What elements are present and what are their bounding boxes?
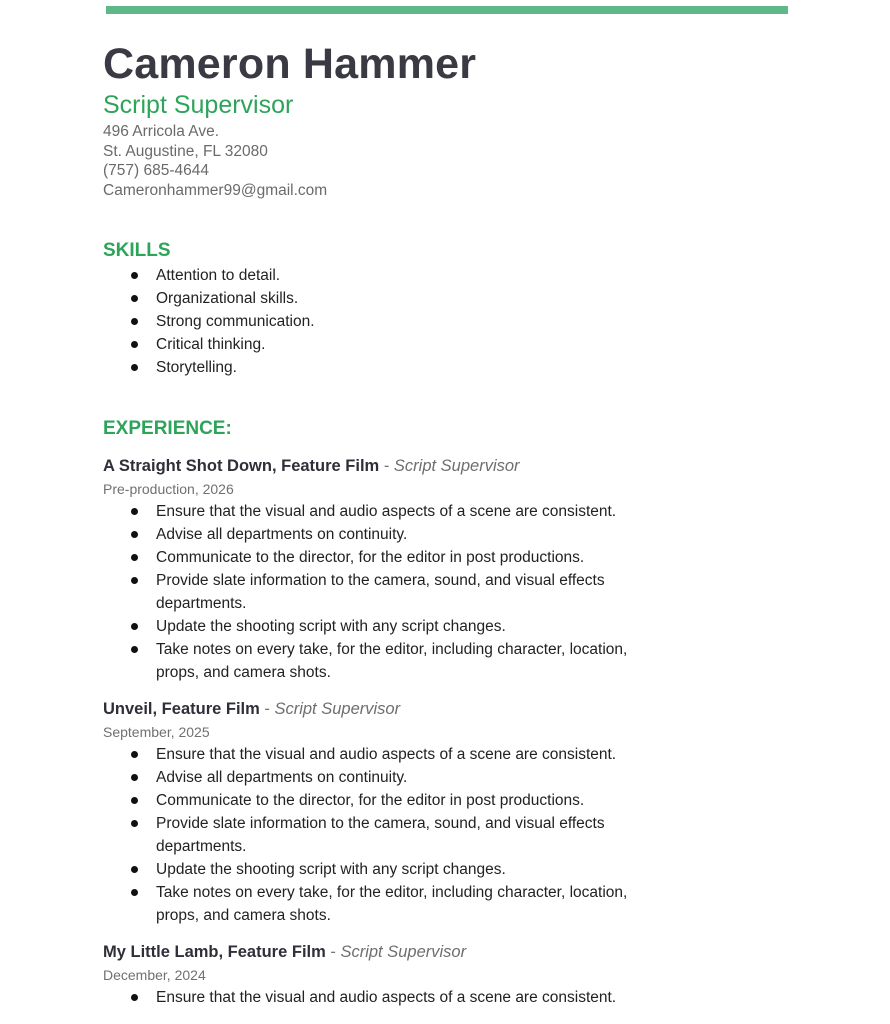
job-header: [103, 698, 843, 720]
candidate-name: Cameron Hammer: [103, 40, 477, 88]
job-duties-list: [103, 986, 843, 1009]
job-duties-list: [103, 500, 843, 684]
skill-item: Organizational skills.: [103, 287, 656, 310]
skill-item: Strong communication.: [103, 310, 656, 333]
job-duty: Advise all departments on continuity.: [103, 766, 656, 789]
skills-heading: SKILLS: [103, 239, 171, 261]
job-duty: Advise all departments on continuity.: [103, 523, 656, 546]
job-duty: Take notes on every take, for the editor, including character, location, props, and camera shots.: [103, 638, 656, 684]
experience-heading: EXPERIENCE:: [103, 417, 232, 439]
job-header: [103, 455, 843, 477]
job-duty: Communicate to the director, for the editor in post productions.: [103, 546, 656, 569]
job-title: A Straight Shot Down, Feature Film: [103, 456, 380, 475]
address-line-2: St. Augustine, FL 32080: [103, 142, 268, 160]
job-date: September, 2025: [103, 723, 210, 740]
skill-item: Attention to detail.: [103, 264, 656, 287]
job-separator: -: [325, 942, 341, 961]
email-address: Cameronhammer99@gmail.com: [103, 182, 328, 200]
job-header: [103, 941, 843, 963]
job-duty: Take notes on every take, for the editor, including character, location, props, and camera shots.: [103, 881, 656, 927]
address-line-1: 496 Arricola Ave.: [103, 123, 220, 140]
job-duty: Provide slate information to the camera, sound, and visual effects departments.: [103, 569, 656, 615]
job-role: Script Supervisor: [274, 699, 401, 718]
phone-number: (757) 685-4644: [103, 162, 209, 180]
job-entry: [103, 455, 843, 684]
job-entry: [103, 941, 843, 1009]
job-role: Script Supervisor: [340, 942, 467, 961]
job-duty: Ensure that the visual and audio aspects of a scene are consistent.: [103, 500, 656, 523]
job-separator: -: [379, 456, 394, 475]
job-separator: -: [259, 699, 275, 718]
skill-item: Storytelling.: [103, 356, 656, 379]
skill-item: Critical thinking.: [103, 333, 656, 356]
job-duty: Ensure that the visual and audio aspects of a scene are consistent.: [103, 986, 656, 1009]
top-accent-rule: [106, 6, 788, 14]
job-duty: Update the shooting script with any script changes.: [103, 615, 656, 638]
job-duty: Ensure that the visual and audio aspects of a scene are consistent.: [103, 743, 656, 766]
job-entry: [103, 698, 843, 927]
job-title: My Little Lamb, Feature Film: [103, 942, 326, 961]
job-date: Pre-production, 2026: [103, 480, 234, 497]
contact-block: [103, 122, 843, 201]
job-duty: Provide slate information to the camera, sound, and visual effects departments.: [103, 812, 656, 858]
skills-list: [103, 264, 843, 379]
job-duty: Update the shooting script with any script changes.: [103, 858, 656, 881]
candidate-role: Script Supervisor: [103, 91, 294, 119]
job-date: December, 2024: [103, 966, 206, 983]
job-duty: Communicate to the director, for the editor in post productions.: [103, 789, 656, 812]
job-role: Script Supervisor: [393, 456, 520, 475]
resume-page: [103, 38, 843, 1009]
job-duties-list: [103, 743, 843, 927]
job-title: Unveil, Feature Film: [103, 699, 260, 718]
